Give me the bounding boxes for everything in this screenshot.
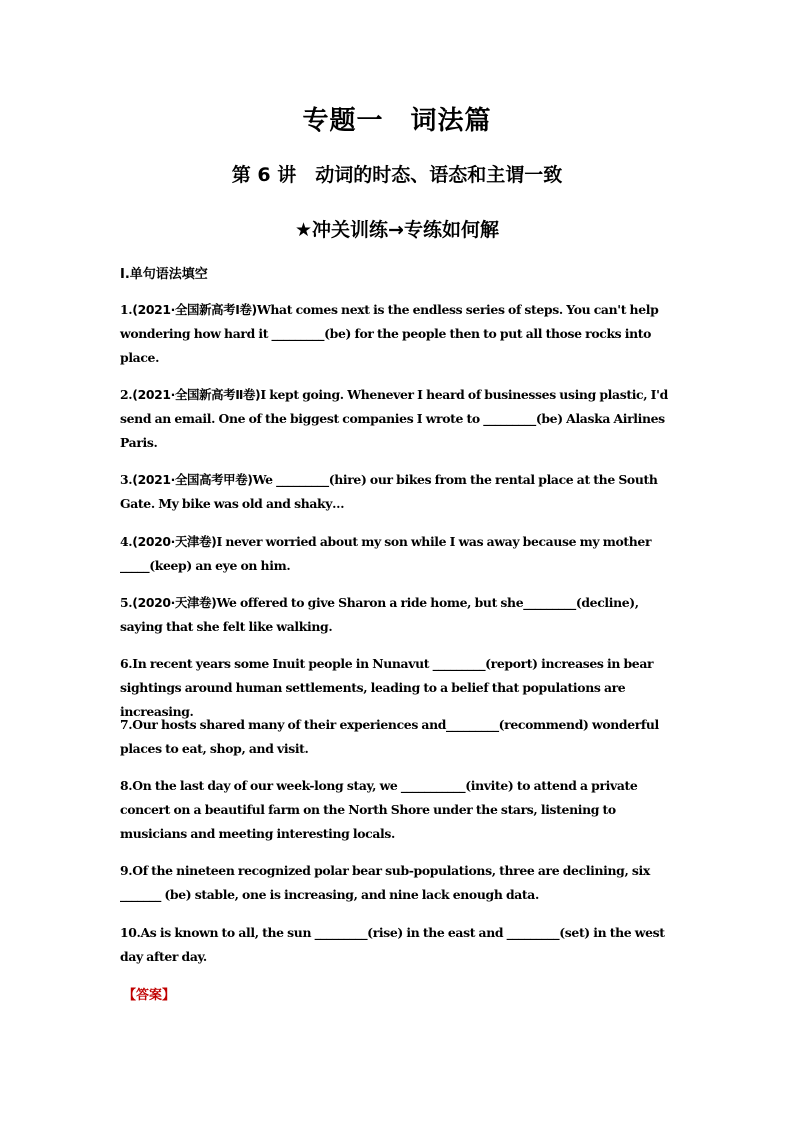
question-7 [120, 713, 676, 761]
question-text: What comes next is the endless series of steps. You can't help wondering how hard it _________(be) for the people then to put all those rocks into place. [120, 302, 659, 365]
question-number: 9. [120, 863, 133, 878]
answer-label: 【答案】 [123, 988, 176, 1003]
question-number: 3. [120, 472, 133, 487]
question-8 [120, 774, 676, 846]
question-text: On the last day of our week-long stay, we ___________(invite) to attend a private concert on a beautiful farm on the North Shore under the stars, listening to musicians and meeting interesting locals. [120, 778, 638, 841]
question-number: 10. [120, 925, 141, 940]
question-text: Of the nineteen recognized polar bear sub-populations, three are declining, six _______ (be) stable, one is increasing, and nine lack enough data. [120, 863, 650, 902]
question-9 [120, 859, 676, 907]
question-2 [120, 383, 676, 455]
question-number: 1. [120, 302, 133, 317]
question-source: (2020·天津卷) [132, 595, 217, 610]
question-4 [120, 530, 676, 578]
question-text: We offered to give Sharon a ride home, but she_________(decline), saying that she felt like walking. [120, 595, 639, 634]
question-3 [120, 468, 676, 516]
question-number: 2. [120, 387, 133, 402]
question-number: 6. [120, 656, 133, 671]
section-title: Ⅰ.单句语法填空 [120, 267, 208, 282]
lesson-title: 第 6 讲 动词的时态、语态和主谓一致 [231, 164, 563, 186]
question-1 [120, 298, 676, 370]
topic-title: 专题一 词法篇 [302, 106, 492, 136]
question-text: Our hosts shared many of their experiences and_________(recommend) wonderful places to eat, shop, and visit. [120, 717, 659, 756]
question-text: I never worried about my son while I was away because my mother _____(keep) an eye on him. [120, 534, 652, 573]
question-source: (2021·全国高考甲卷) [132, 472, 253, 487]
practice-heading: ★冲关训练→专练如何解 [295, 219, 499, 241]
question-number: 8. [120, 778, 133, 793]
question-number: 5. [120, 595, 133, 610]
question-text: I kept going. Whenever I heard of businesses using plastic, I'd send an email. One of the biggest companies I wrote to _________(be) Alaska Airlines Paris. [120, 387, 668, 450]
question-text: As is known to all, the sun _________(rise) in the east and _________(set) in the west day after day. [120, 925, 665, 964]
question-text: In recent years some Inuit people in Nunavut _________(report) increases in bear sightings around human settlements, leading to a belief that populations are increasing. [120, 656, 654, 719]
question-number: 4. [120, 534, 133, 549]
question-source: (2021·全国新高考Ⅰ卷) [132, 302, 257, 317]
question-number: 7. [120, 717, 133, 732]
question-source: (2021·全国新高考Ⅱ卷) [132, 387, 261, 402]
question-text: We _________(hire) our bikes from the rental place at the South Gate. My bike was old and shaky… [120, 472, 658, 511]
question-5 [120, 591, 676, 639]
question-10 [120, 921, 676, 969]
question-source: (2020·天津卷) [132, 534, 217, 549]
